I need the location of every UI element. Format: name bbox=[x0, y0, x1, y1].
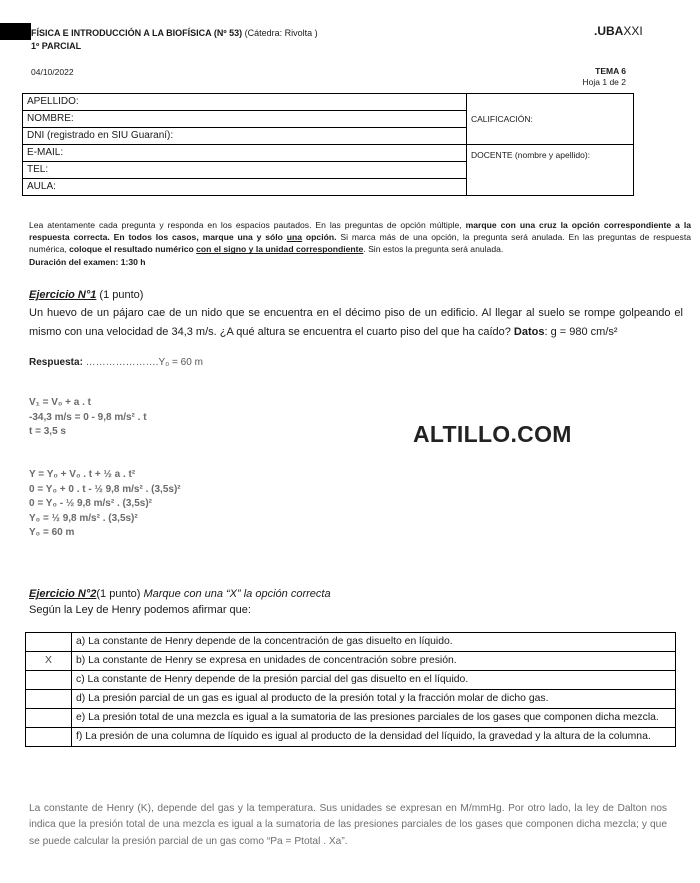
option-mark-a[interactable] bbox=[26, 633, 72, 652]
student-info-table bbox=[22, 93, 634, 196]
exercise-2-explanation: La constante de Henry (K), depende del gas y la temperatura. Sus unidades se expresan en M/mmHg. Por otro lado, la ley de Dalton nos indica que la presión total de una mezcla es igual a la sumatoria de las presiones parciales de los gases que componen dicha mezcla; y que se puede calcular la presión parcial de un gas como “Pa = Ptotal . Xa”. bbox=[29, 803, 667, 847]
exercise-1-statement: Un huevo de un pájaro cae de un nido que se encuentra en el décimo piso de un edificio. Al llegar al suelo se rompe golpeando el mismo con una velocidad de 34,3 m/s. ¿A qué altura se encuentra el cuarto piso del que ha caído? Datos: g = 980 cm/s² bbox=[29, 307, 683, 338]
apellido-field[interactable]: APELLIDO: bbox=[23, 94, 467, 111]
exam-title: FÍSICA E INTRODUCCIÓN A LA BIOFÍSICA (Nº 53) (Cátedra: Rivolta ) bbox=[31, 28, 318, 38]
tel-field[interactable]: TEL: bbox=[23, 162, 467, 179]
option-text-e: e) La presión total de una mezcla es igual a la sumatoria de las presiones parciales de los gases que componen dicha mezcla. bbox=[72, 709, 676, 728]
dni-field[interactable]: DNI (registrado en SIU Guaraní): bbox=[23, 128, 467, 145]
exercise-2-subtitle: Según la Ley de Henry podemos afirmar que: bbox=[29, 604, 251, 616]
calc-line: 0 = Y₀ - ½ 9,8 m/s² . (3,5s)² bbox=[29, 498, 152, 509]
calc-line: V₁ = V₀ + a . t bbox=[29, 397, 92, 408]
option-mark-b[interactable]: X bbox=[26, 652, 72, 671]
calc-line: 0 = Y₀ + 0 . t - ½ 9,8 m/s² . (3,5s)² bbox=[29, 483, 181, 495]
calc-line: Y₀ = ½ 9,8 m/s² . (3,5s)² bbox=[29, 512, 138, 524]
option-mark-f[interactable] bbox=[26, 728, 72, 747]
exercise-1-calculation-b bbox=[29, 468, 181, 541]
exam-subtitle: 1º PARCIAL bbox=[31, 41, 82, 51]
exercise-1-title: Ejercicio N°1 (1 punto) bbox=[29, 289, 144, 301]
exercise-1-calculation-a bbox=[29, 396, 147, 440]
option-text-d: d) La presión parcial de un gas es igual al producto de la presión total y la fracción molar de dicho gas. bbox=[72, 690, 676, 709]
email-field[interactable]: E-MAIL: bbox=[23, 145, 467, 162]
exam-date: 04/10/2022 bbox=[31, 67, 74, 77]
calc-line: t = 3,5 s bbox=[29, 426, 66, 437]
exercise-1-answer: Respuesta: ………………….Y₀ = 60 m bbox=[29, 357, 203, 368]
option-mark-e[interactable] bbox=[26, 709, 72, 728]
exam-duration: Duración del examen: 1:30 h bbox=[29, 256, 146, 267]
option-row-d[interactable] bbox=[26, 690, 676, 709]
nombre-field[interactable]: NOMBRE: bbox=[23, 111, 467, 128]
redaction-block bbox=[0, 23, 31, 40]
option-mark-c[interactable] bbox=[26, 671, 72, 690]
option-row-b[interactable] bbox=[26, 652, 676, 671]
calc-line: Y = Y₀ + V₀ . t + ½ a . t² bbox=[29, 469, 136, 480]
docente-field[interactable]: DOCENTE (nombre y apellido): bbox=[467, 145, 634, 196]
uba-xxi-logo: .UBAXXI bbox=[594, 24, 643, 38]
option-mark-d[interactable] bbox=[26, 690, 72, 709]
option-text-b: b) La constante de Henry se expresa en unidades de concentración sobre presión. bbox=[72, 652, 676, 671]
aula-field[interactable]: AULA: bbox=[23, 179, 467, 196]
option-row-e[interactable] bbox=[26, 709, 676, 728]
instructions: Lea atentamente cada pregunta y responda en los espacios pautados. En las preguntas de opción múltiple, marque con una cruz la opción correspondiente a la respuesta correcta. En todos los casos, marque una y sólo una opción. Si marca más de una opción, la pregunta será anulada. En las preguntas de respuesta numérica, coloque el resultado numérico con el signo y la unidad correspondiente. Sin estos la pregunta será anulada. Duración del examen: 1:30 h bbox=[29, 220, 692, 267]
exercise-2-options bbox=[25, 632, 676, 747]
option-text-f: f) La presión de una columna de líquido es igual al producto de la densidad del líquido, la gravedad y la altura de la columna. bbox=[72, 728, 676, 747]
exercise-2-title: Ejercicio N°2(1 punto) Marque con una “X” la opción correcta bbox=[29, 588, 331, 600]
watermark: ALTILLO.COM bbox=[413, 421, 572, 447]
option-row-c[interactable] bbox=[26, 671, 676, 690]
option-text-a: a) La constante de Henry depende de la concentración de gas disuelto en líquido. bbox=[72, 633, 676, 652]
calificacion-field[interactable]: CALIFICACIÓN: bbox=[467, 94, 634, 145]
page-count: Hoja 1 de 2 bbox=[582, 77, 626, 87]
tema-label: TEMA 6 bbox=[595, 66, 626, 76]
calc-line: Y₀ = 60 m bbox=[29, 527, 75, 538]
option-row-f[interactable] bbox=[26, 728, 676, 747]
option-row-a[interactable] bbox=[26, 633, 676, 652]
option-text-c: c) La constante de Henry depende de la presión parcial del gas disuelto en el líquido. bbox=[72, 671, 676, 690]
calc-line: -34,3 m/s = 0 - 9,8 m/s² . t bbox=[29, 411, 147, 423]
